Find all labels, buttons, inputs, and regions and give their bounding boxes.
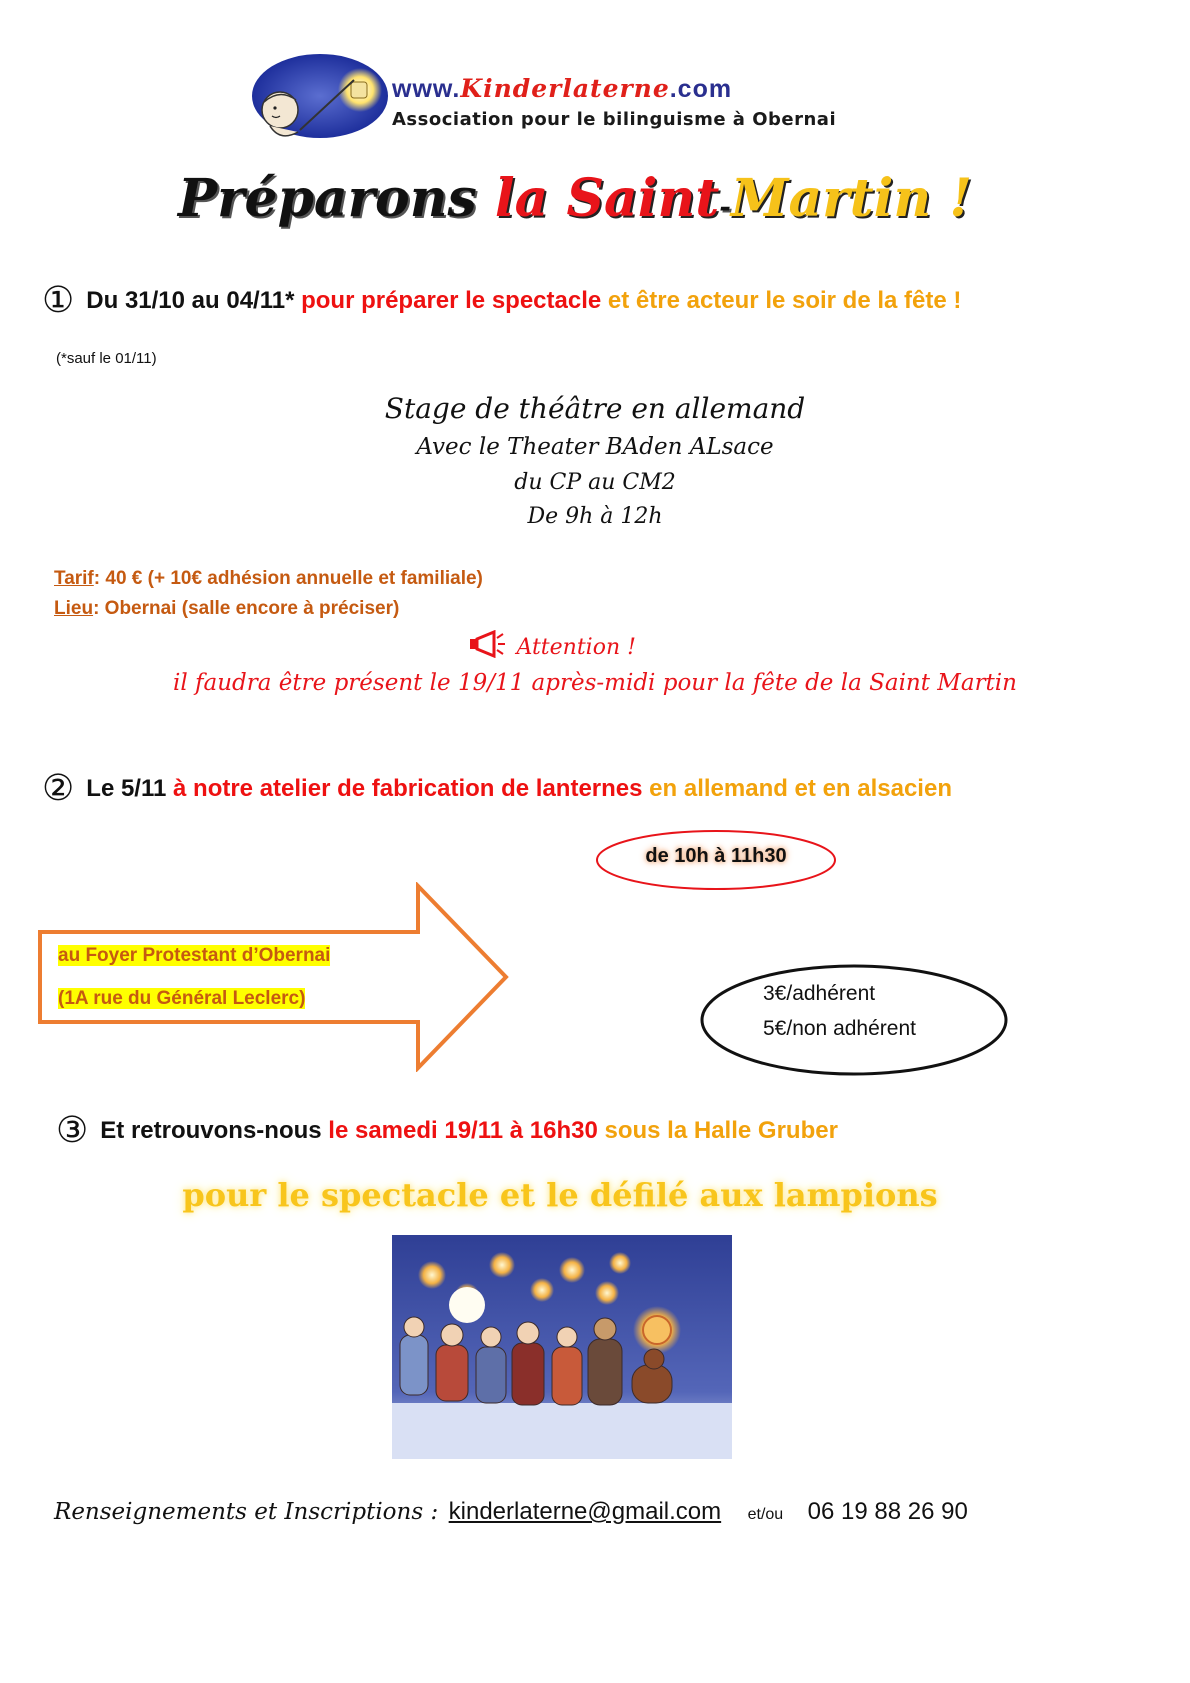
logo-tagline: Association pour le bilinguisme à Obernai xyxy=(392,109,837,130)
parade-tagline: pour le spectacle et le défilé aux lampions xyxy=(182,1176,938,1214)
section-3-when: le samedi 19/11 à 16h30 xyxy=(328,1117,598,1144)
lieu-value: : Obernai (salle encore à préciser) xyxy=(93,598,400,619)
logo-url[interactable] xyxy=(392,74,732,104)
place-line-1 xyxy=(58,945,330,967)
section-1-note: (*sauf le 01/11) xyxy=(56,350,157,367)
section-1-dates: Du 31/10 au 04/11* xyxy=(86,287,295,314)
section-1-purpose: pour préparer le spectacle xyxy=(301,287,602,314)
logo-brand: Kinderlaterne xyxy=(460,74,670,103)
lieu-line xyxy=(54,598,399,620)
section-2-langues: en allemand et en alsacien xyxy=(649,775,952,802)
megaphone-icon xyxy=(468,630,506,658)
place-name: au Foyer Protestant d’Obernai xyxy=(58,945,331,966)
footer-label: Renseignements et Inscriptions : xyxy=(54,1499,439,1525)
tarif-value: : 40 € (+ 10€ adhésion annuelle et familiale) xyxy=(93,568,483,589)
title-part-1: Préparons xyxy=(178,168,495,229)
logo xyxy=(250,52,890,142)
lieu-label: Lieu xyxy=(54,598,94,619)
price-members: 3€/adhérent xyxy=(763,982,876,1005)
place-line-2 xyxy=(58,988,305,1010)
title-part-3: Martin ! xyxy=(730,168,973,229)
footer-connector: et/ou xyxy=(747,1506,784,1523)
title-dash: - xyxy=(719,190,731,223)
price-non-members: 5€/non adhérent xyxy=(763,1017,916,1040)
workshop-hours: De 9h à 12h xyxy=(527,504,663,529)
logo-url-prefix: www. xyxy=(392,75,461,103)
section-2-number: ② xyxy=(42,768,75,809)
section-1-rest: et être acteur le soir de la fête ! xyxy=(607,287,962,314)
logo-url-suffix: .com xyxy=(669,75,733,103)
section-3-intro: Et retrouvons-nous xyxy=(100,1117,322,1144)
footer xyxy=(54,1498,968,1526)
tarif-line xyxy=(54,568,483,590)
title-part-2: la Saint xyxy=(494,168,720,229)
section-3-number: ③ xyxy=(56,1110,89,1151)
section-1-number: ① xyxy=(42,280,75,321)
workshop-grades: du CP au CM2 xyxy=(514,470,676,495)
attention-line xyxy=(468,630,636,660)
page-title xyxy=(178,168,972,229)
section-3-heading xyxy=(56,1110,838,1151)
workshop-company: Avec le Theater BAden ALsace xyxy=(416,434,774,460)
arrow-shape xyxy=(36,882,512,1072)
section-1-heading xyxy=(42,280,961,321)
hours-text: de 10h à 11h30 xyxy=(645,845,787,867)
attention-text: il faudra être présent le 19/11 après-midi pour la fête de la Saint Martin xyxy=(173,670,1017,696)
footer-email[interactable]: kinderlaterne@gmail.com xyxy=(448,1498,722,1525)
section-2-date: Le 5/11 xyxy=(86,775,167,802)
section-2-atelier: à notre atelier de fabrication de lanternes xyxy=(173,775,643,802)
footer-phone[interactable]: 06 19 88 26 90 xyxy=(807,1498,968,1525)
workshop-title: Stage de théâtre en allemand xyxy=(384,392,806,425)
section-2-heading xyxy=(42,768,952,809)
section-3-where: sous la Halle Gruber xyxy=(604,1117,838,1144)
lantern-parade-illustration xyxy=(392,1235,732,1459)
lantern-child-logo-icon xyxy=(250,52,390,142)
tarif-label: Tarif xyxy=(54,568,94,589)
place-address: (1A rue du Général Leclerc) xyxy=(58,988,306,1009)
attention-label: Attention ! xyxy=(516,635,636,660)
